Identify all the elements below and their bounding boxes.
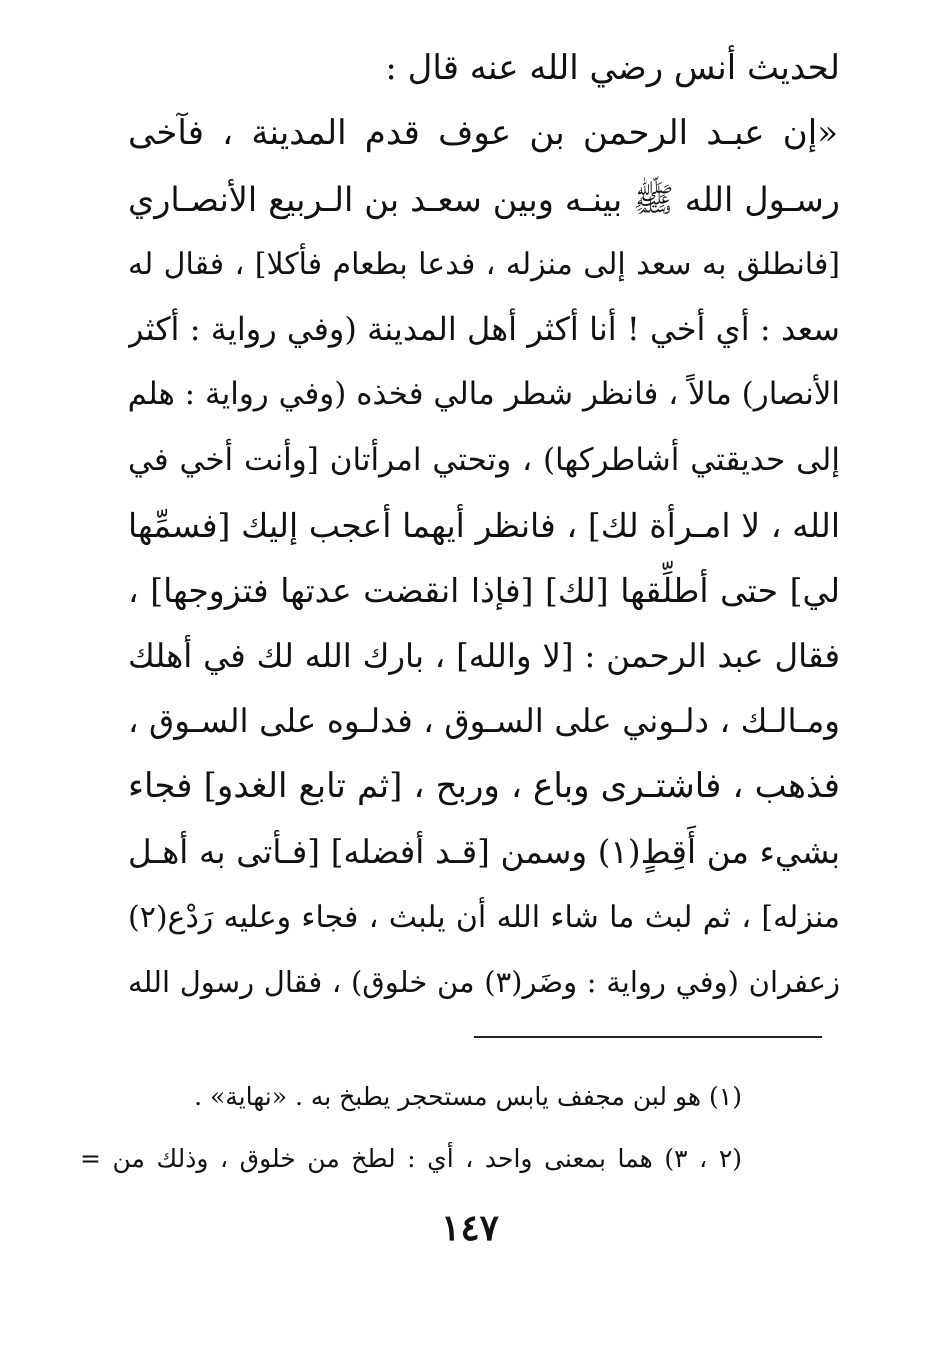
text-line-15: زعفران (وفي رواية : وضَر(٣) من خلوق) ، فقال رسول الله bbox=[128, 965, 840, 1000]
text-line-10: فقال عبد الرحمن : [لا والله] ، بارك الله لك في أهلك bbox=[128, 636, 840, 675]
footnotes bbox=[80, 1066, 742, 1190]
text-line-2: «إن عبـد الرحمن بن عوف قدم المدينة ، فآخى bbox=[128, 113, 838, 154]
text-line-13: بشيء من أَقِطٍ(١) وسمن [قـد أفضله] [فـأتى به أهـل bbox=[128, 832, 840, 871]
page-number: ١٤٧ bbox=[440, 1207, 499, 1249]
text-line-8: الله ، لا امـرأة لك] ، فانظر أيهما أعجب إليك [فسمِّها bbox=[128, 506, 840, 546]
text-line-4: [فانطلق به سعد إلى منزله ، فدعا بطعام فأكلا] ، فقال له bbox=[128, 246, 840, 282]
text-line-1: لحديث أنس رضي الله عنه قال : bbox=[385, 48, 840, 88]
text-line-6: الأنصار) مالاً ، فانظر شطر مالي فخذه (وفي رواية : هلم bbox=[128, 376, 840, 413]
text-line-7: إلى حديقتي أشاطركها) ، وتحتي امرأتان [وأنت أخي في bbox=[128, 441, 840, 478]
footnote-2: (٢ ، ٣) هما بمعنى واحد ، أي : لطخ من خلوق ، وذلك من = bbox=[80, 1144, 742, 1173]
footnote-divider bbox=[474, 1036, 822, 1038]
text-line-14: منزله] ، ثم لبث ما شاء الله أن يلبث ، فجاء وعليه رَدْع(٢) bbox=[128, 899, 840, 935]
footnote-1: (١) هو لبن مجفف يابس مستحجر يطبخ به . «نهاية» . bbox=[194, 1082, 742, 1111]
text-line-3: رسـول الله ﷺ بينـه وبين سعـد بن الـربيع الأنصـاري bbox=[128, 179, 840, 219]
text-line-9: لي] حتى أطلِّقها [لك] [فإذا انقضت عدتها فتزوجها] ، bbox=[128, 571, 840, 611]
text-line-11: ومـالـك ، دلـوني على السـوق ، فدلـوه على السـوق ، bbox=[128, 701, 840, 740]
text-line-5: سعد : أي أخي ! أنا أكثر أهل المدينة (وفي رواية : أكثر bbox=[128, 310, 840, 349]
main-text bbox=[128, 36, 840, 1015]
text-line-12: فذهب ، فاشتـرى وباع ، وربح ، [ثم تابع الغدو] فجاء bbox=[128, 766, 840, 807]
